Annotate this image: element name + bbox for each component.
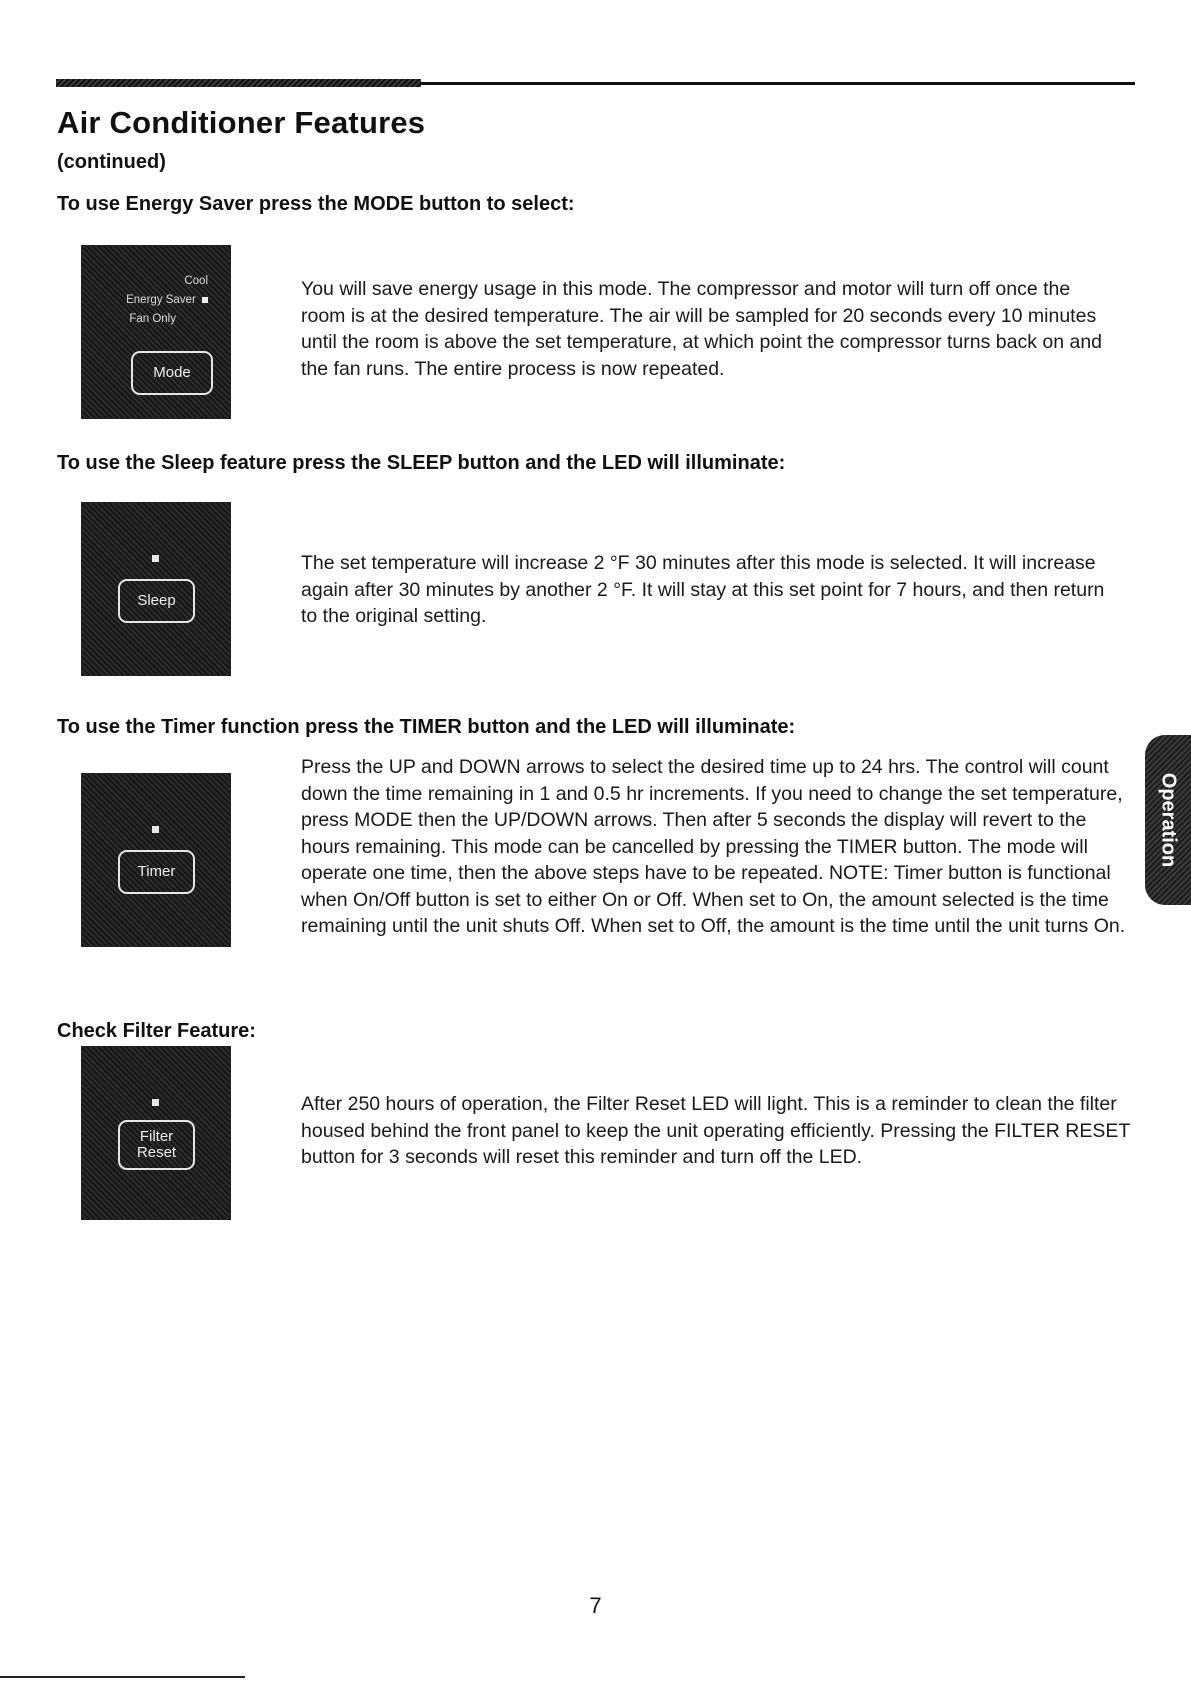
sleep-button: Sleep [118,579,195,623]
sleep-led-indicator [152,555,159,562]
mode-options-list [126,272,208,329]
header-rule-thin [421,82,1135,85]
sleep-control-panel-image [81,502,231,676]
header-rule-thick [56,79,421,87]
filter-reset-label-line2: Reset [136,1144,177,1161]
check-filter-heading: Check Filter Feature: [57,1020,256,1042]
timer-heading: To use the Timer function press the TIMER button and the LED will illuminate: [57,716,796,738]
mode-button: Mode [131,351,213,395]
operation-side-tab-label: Operation [1157,772,1180,868]
footer-rule [0,1676,245,1678]
page-title: Air Conditioner Features [57,105,426,140]
filter-reset-label-line1: Filter [139,1128,174,1145]
mode-option-fan-only: Fan Only [129,313,176,325]
mode-option-energy-saver: Energy Saver [126,291,208,310]
page-number: 7 [589,1593,602,1618]
timer-led-indicator [152,826,159,833]
filter-control-panel-image [81,1046,231,1220]
timer-description: Press the UP and DOWN arrows to select the desired time up to 24 hrs. The control will count down the time remaining in 1 and 0.5 hr increments. If you need to change the set temperature, press MODE then the UP/DOWN arrows. Then after 5 seconds the display will revert to the hours remaining. This mode can be cancelled by pressing the TIMER button. The mode will operate one time, then the above steps have to be repeated. NOTE: Timer button is functional when On/Off button is set to either On or Off. When set to On, the amount selected is the time remaining until the unit shuts Off. When set to Off, the amount is the time until the unit turns On. [301,756,1126,937]
timer-control-panel-image [81,773,231,947]
sleep-description: The set temperature will increase 2 °F 30 minutes after this mode is selected. It will increase again after 30 minutes by another 2 °F. It will stay at this set point for 7 hours, and then return to the original setting. [301,552,1105,627]
filter-reset-button [118,1120,195,1170]
operation-side-tab [1145,735,1191,905]
energy-saver-heading: To use Energy Saver press the MODE button to select: [57,193,575,215]
mode-control-panel-image [81,245,231,419]
energy-saver-description: You will save energy usage in this mode. The compressor and motor will turn off once the room is at the desired temperature. The air will be sampled for 20 seconds every 10 minutes until the room is above the set temperature, at which point the compressor turns back on and the fan runs. The entire process is now repeated. [301,278,1103,380]
sleep-heading: To use the Sleep feature press the SLEEP button and the LED will illuminate: [57,452,786,474]
check-filter-description: After 250 hours of operation, the Filter Reset LED will light. This is a reminder to clean the filter housed behind the front panel to keep the unit operating efficiently. Pressing the FILTER RESET button for 3 seconds will reset this reminder and turn off the LED. [301,1093,1130,1168]
timer-button: Timer [118,850,195,894]
filter-led-indicator [152,1099,159,1106]
page-subtitle: (continued) [57,151,166,173]
mode-option-cool: Cool [184,275,208,287]
